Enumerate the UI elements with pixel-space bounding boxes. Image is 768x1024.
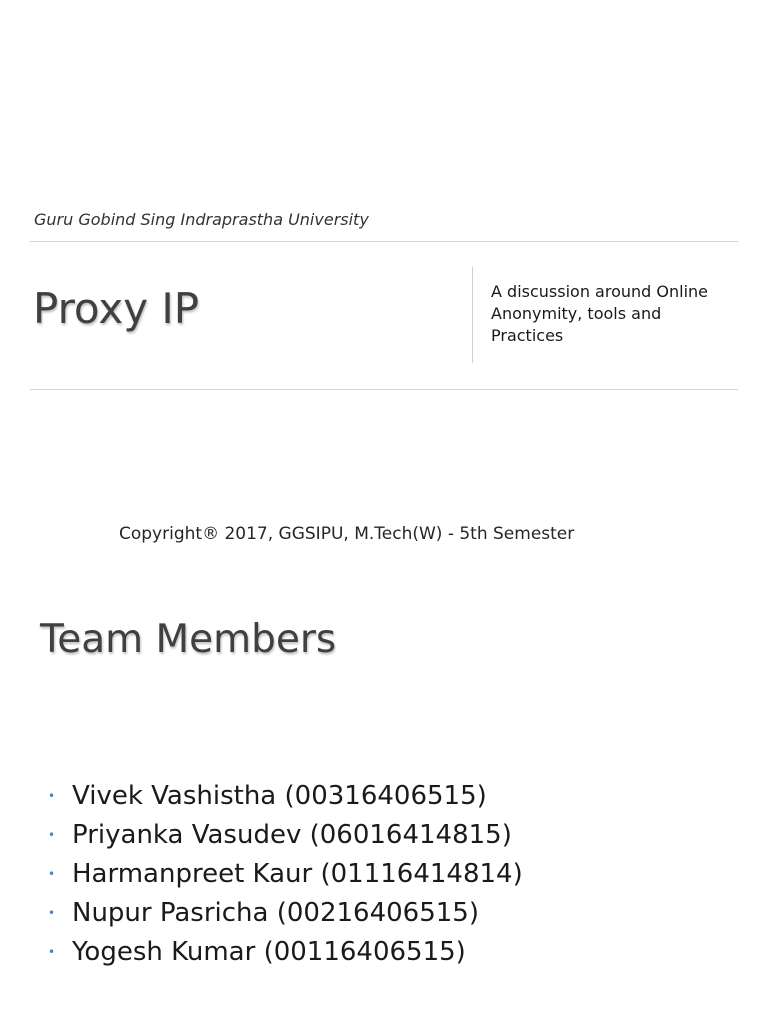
top-divider [30,241,738,242]
subtitle-line: Anonymity, tools and [491,304,662,323]
member-name: Harmanpreet Kaur (01116414814) [72,858,523,889]
list-item [48,815,523,854]
list-item [48,893,523,932]
presentation-title: Proxy IP [33,284,200,333]
bullet-icon: • [48,905,56,920]
list-item [48,932,523,971]
bullet-icon: • [48,788,56,803]
bullet-icon: • [48,866,56,881]
copyright-notice: Copyright® 2017, GGSIPU, M.Tech(W) - 5th Semester [119,524,575,544]
list-item [48,854,523,893]
university-name: Guru Gobind Sing Indraprastha University [34,210,369,229]
vertical-divider [472,267,473,363]
team-heading: Team Members [40,617,337,662]
member-name: Vivek Vashistha (00316406515) [72,780,487,811]
subtitle-line: Practices [491,326,564,345]
member-name: Priyanka Vasudev (06016414815) [72,819,512,850]
bullet-icon: • [48,944,56,959]
member-name: Nupur Pasricha (00216406515) [72,897,479,928]
bullet-icon: • [48,827,56,842]
list-item [48,776,523,815]
bottom-divider [30,389,738,390]
presentation-subtitle [491,281,751,347]
member-list [48,776,523,971]
subtitle-line: A discussion around Online [491,282,708,301]
member-name: Yogesh Kumar (00116406515) [72,936,466,967]
